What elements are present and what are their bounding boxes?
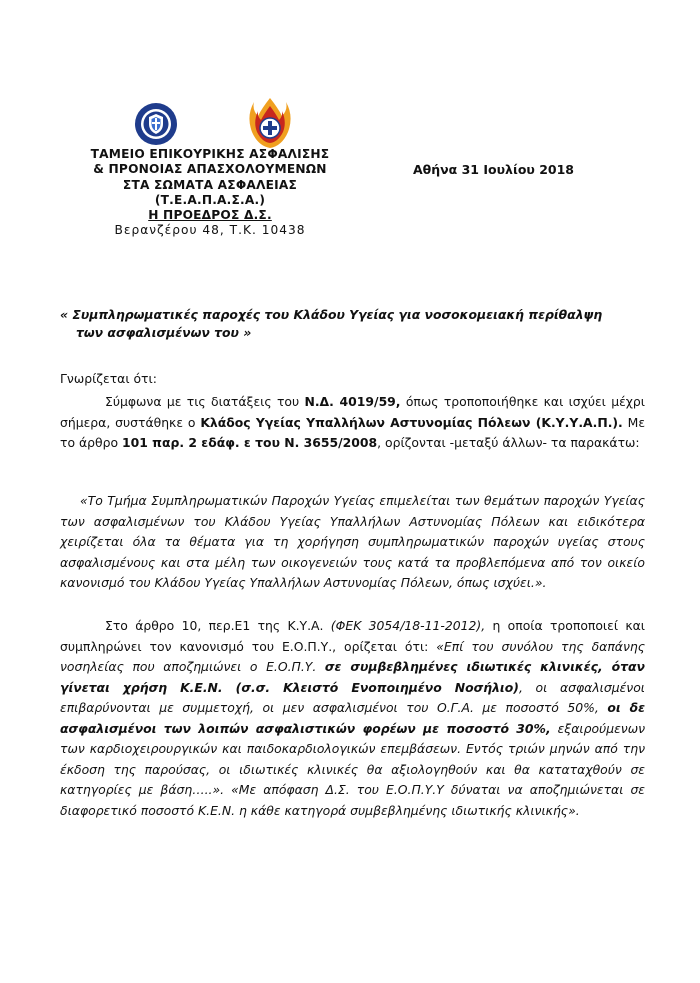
paragraph-eopyy-rules (60, 616, 645, 821)
subject-line1: « Συμπληρωματικές παροχές του Κλάδου Υγείας για νοσοκομειακή περίθαλψη (60, 307, 603, 322)
org-name-line3: ΣΤΑ ΣΩΜΑΤΑ ΑΣΦΑΛΕΙΑΣ (122, 177, 298, 192)
p3-text1: Στο άρθρο 10, περ.Ε1 της Κ.Υ.Α. (105, 618, 331, 633)
fire-service-emblem-icon (248, 96, 292, 150)
document-subject (60, 306, 645, 342)
p1-branch-name: Κλάδος Υγείας Υπαλλήλων Αστυνομίας Πόλεων (Κ.Υ.Υ.Α.Π.). (200, 414, 623, 430)
p3-quote3: εξαιρούμενων των καρδιοχειρουργικών και παιδοκαρδιολογικών επεμβάσεων. Εντός τριών μηνών από την έκδοση της παρούσας, οι ιδιωτικές κλινικές θα αξιολογηθούν και θα καταταχθούν σε κατηγορίες με βάση…..». «Με απόφαση Δ.Σ. του Ε.Ο.Π.Υ.Υ δύναται να αποζημιώνεται σε διαφορετικό ποσοστό Κ.Ε.Ν. η κάθε κατηγορά συμβεβλημένης ιδιωτικής κλινικής». (60, 720, 645, 818)
p1-text3: Με το άρθρο (60, 414, 646, 450)
p1-text4: , ορίζονται -μεταξύ άλλων- τα παρακάτω: (377, 435, 640, 450)
police-emblem-icon (134, 102, 178, 146)
p1-decree-ref: Ν.Δ. 4019/59, (304, 394, 401, 409)
p1-text1: Σύμφωνα με τις διατάξεις του (105, 394, 305, 409)
organization-header (70, 147, 350, 239)
p3-quote2: , οι ασφαλισμένοι επιβαρύνονται με συμμετοχή, οι μεν ασφαλισμένοι του Ο.Γ.Α. με ποσοστό 50%, (60, 679, 646, 715)
org-acronym: (Τ.Ε.Α.Π.Α.Σ.Α.) (154, 192, 266, 207)
p1-law-ref: 101 παρ. 2 εδάφ. ε του Ν. 3655/2008 (121, 435, 378, 450)
p3-fek-ref: (ΦΕΚ 3054/18-11-2012), (330, 618, 486, 633)
p3-quote1: «Επί του συνόλου της δαπάνης νοσηλείας που αποζημιώνει ο Ε.Ο.Π.Υ. (60, 638, 645, 674)
org-name-line1: ΤΑΜΕΙΟ ΕΠΙΚΟΥΡΙΚΗΣ ΑΣΦΑΛΙΣΗΣ (90, 147, 330, 161)
p1-text2: όπως τροποποιήθηκε και ισχύει μέχρι σήμερα, συστάθηκε ο (60, 394, 645, 430)
p3-text2: η οποία τροποποιεί και συμπληρώνει τον κανονισμό του Ε.Ο.Π.Υ., ορίζεται ότι: (60, 618, 646, 654)
intro-text: Γνωρίζεται ότι: (60, 371, 157, 386)
president-title: Η ΠΡΟΕΔΡΟΣ Δ.Σ. (148, 208, 272, 223)
org-address: Βερανζέρου 48, Τ.Κ. 10438 (114, 223, 306, 238)
p3-rate-30: οι δε ασφαλισμένοι των λοιπών ασφαλιστικών φορέων με ποσοστό 30%, (60, 700, 645, 736)
document-date: Αθήνα 31 Ιουλίου 2018 (413, 162, 574, 177)
paragraph-legal-basis (60, 392, 645, 454)
org-name-line2: & ΠΡΟΝΟΙΑΣ ΑΠΑΣΧΟΛΟΥΜΕΝΩΝ (93, 162, 327, 177)
p3-clinics-ken: σε συμβεβλημένες ιδιωτικές κλινικές, όταν γίνεται χρήση Κ.Ε.Ν. (σ.σ. Κλειστό Ενοποιημένο Νοσήλιο) (60, 659, 645, 695)
subject-line2: των ασφαλισμένων του » (76, 325, 252, 340)
paragraph-quote: «Το Τμήμα Συμπληρωματικών Παροχών Υγείας επιμελείται των θεμάτων παροχών Υγείας των ασφαλισμένων του Κλάδου Υγείας Υπαλλήλων Αστυνομίας Πόλεων και ειδικότερα χειρίζεται όλα τα θέματα για τη χορήγηση συμπληρωματικών παροχών υγείας στους ασφαλισμένους και στα μέλη των οικογενειών τους κατά τα προβλεπόμενα από τον οικείο κανονισμό του Κλάδου Υγείας Υπαλλήλων Αστυνομίας Πόλεων, όπως ισχύει.». (60, 493, 645, 590)
